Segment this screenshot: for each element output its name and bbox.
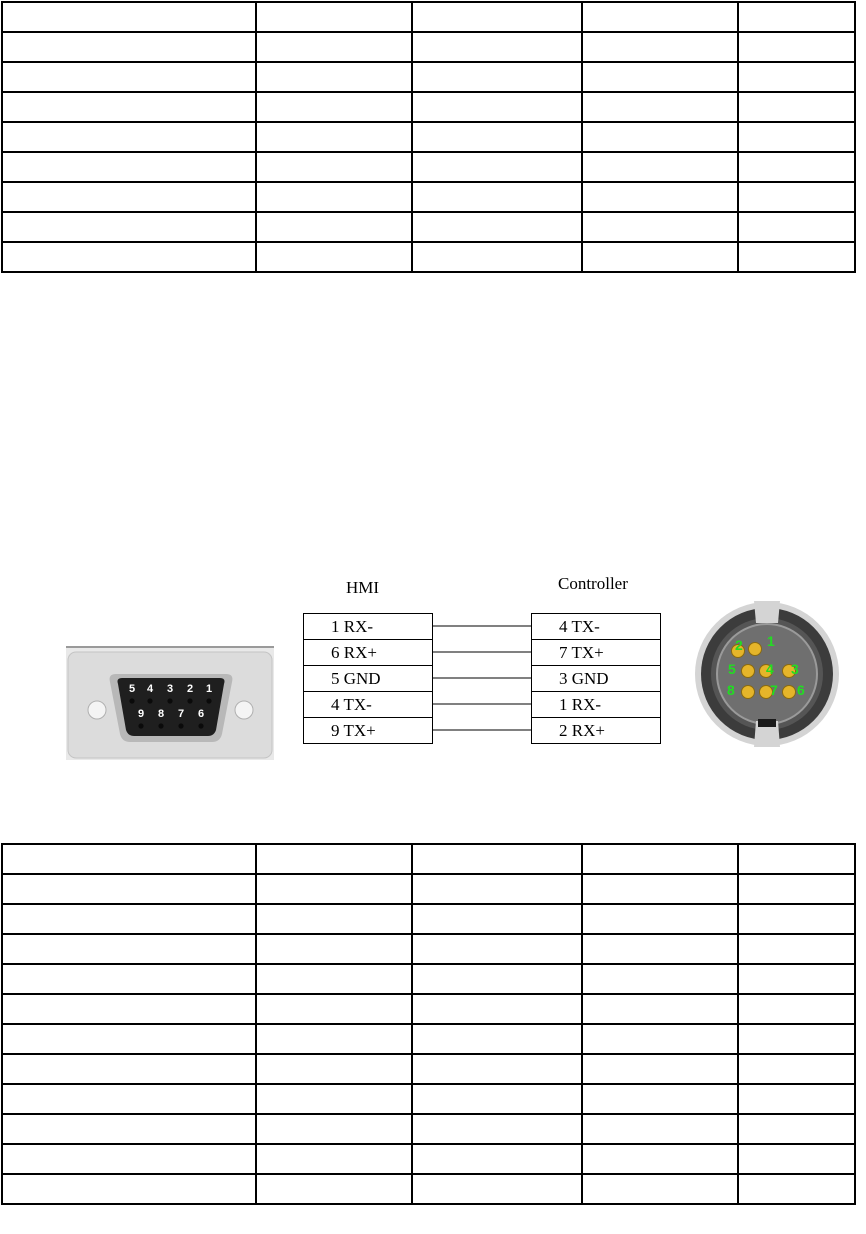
- hmi-pin-label: 4 TX-: [304, 692, 433, 718]
- top-table-row: [2, 122, 855, 152]
- top-table-cell: [582, 92, 738, 122]
- controller-pin-label: 4 TX-: [532, 614, 661, 640]
- bottom-table-cell: [256, 1084, 412, 1114]
- controller-pin-table: [531, 613, 661, 744]
- bottom-table-row: [2, 964, 855, 994]
- bottom-table-cell: [412, 1144, 582, 1174]
- bottom-table-cell: [2, 844, 256, 874]
- bottom-table-cell: [256, 934, 412, 964]
- top-table-cell: [412, 2, 582, 32]
- top-table-row: [2, 92, 855, 122]
- controller-title: Controller: [558, 574, 628, 593]
- hmi-pin-label: 1 RX-: [304, 614, 433, 640]
- db9-pin-number: 8: [157, 708, 165, 720]
- bottom-table-cell: [738, 964, 855, 994]
- hmi-pin-label: 6 RX+: [304, 640, 433, 666]
- bottom-table: [1, 843, 856, 1205]
- bottom-table-row: [2, 1174, 855, 1204]
- din8-connector-image: [694, 601, 840, 747]
- bottom-table-cell: [256, 994, 412, 1024]
- bottom-table-row: [2, 1054, 855, 1084]
- bottom-table-cell: [738, 994, 855, 1024]
- top-table-cell: [582, 2, 738, 32]
- din-pin: [742, 686, 755, 699]
- bottom-table-cell: [738, 1024, 855, 1054]
- top-table-cell: [2, 152, 256, 182]
- din-pin-number: 1: [767, 633, 775, 649]
- top-table-row: [2, 242, 855, 272]
- bottom-table-cell: [2, 1054, 256, 1084]
- din-pin-number: 4: [766, 661, 774, 677]
- din-pin-number: 6: [797, 682, 805, 698]
- din-pin: [783, 686, 796, 699]
- bottom-table-cell: [2, 1084, 256, 1114]
- top-table-cell: [412, 182, 582, 212]
- bottom-table-row: [2, 1084, 855, 1114]
- bottom-table-cell: [582, 1054, 738, 1084]
- bottom-table-cell: [256, 1114, 412, 1144]
- top-table-cell: [738, 62, 855, 92]
- top-table-cell: [2, 122, 256, 152]
- top-table-cell: [2, 242, 256, 272]
- top-table-cell: [256, 62, 412, 92]
- top-table-cell: [412, 152, 582, 182]
- din-pin-number: 7: [770, 682, 778, 698]
- bottom-table-cell: [256, 1174, 412, 1204]
- bottom-table-cell: [582, 1084, 738, 1114]
- bottom-table-row: [2, 844, 855, 874]
- din-pin-number: 3: [791, 661, 799, 677]
- bottom-table-row: [2, 904, 855, 934]
- bottom-table-cell: [412, 1024, 582, 1054]
- controller-pin-label: 3 GND: [532, 666, 661, 692]
- din-pin: [749, 643, 762, 656]
- top-table-row: [2, 152, 855, 182]
- top-table-cell: [2, 2, 256, 32]
- din-pin-number: 8: [727, 682, 735, 698]
- bottom-table-cell: [2, 874, 256, 904]
- bottom-table-cell: [256, 1144, 412, 1174]
- top-table-row: [2, 2, 855, 32]
- top-table-cell: [738, 212, 855, 242]
- top-table-cell: [2, 32, 256, 62]
- db9-pin-number: 9: [137, 708, 145, 720]
- bottom-table-cell: [582, 904, 738, 934]
- db9-pin-hole: [138, 723, 143, 728]
- bottom-table-row: [2, 994, 855, 1024]
- din-pin: [742, 665, 755, 678]
- bottom-table-cell: [412, 964, 582, 994]
- hmi-pin-table: [303, 613, 433, 744]
- db9-pin-number: 4: [146, 683, 154, 695]
- bottom-table-cell: [412, 994, 582, 1024]
- top-table-cell: [582, 242, 738, 272]
- top-table-cell: [582, 62, 738, 92]
- db9-pin-number: 3: [166, 683, 174, 695]
- bottom-table-cell: [2, 934, 256, 964]
- bottom-table-cell: [738, 874, 855, 904]
- bottom-table-cell: [738, 904, 855, 934]
- bottom-table-cell: [738, 934, 855, 964]
- top-table-cell: [256, 242, 412, 272]
- bottom-table-cell: [2, 964, 256, 994]
- hmi-title: HMI: [346, 578, 380, 597]
- controller-pin-label: 2 RX+: [532, 718, 661, 744]
- top-table-cell: [412, 62, 582, 92]
- db9-pin-hole: [206, 698, 211, 703]
- db9-pin-number: 7: [177, 708, 185, 720]
- hmi-pin-label: 5 GND: [304, 666, 433, 692]
- top-table-row: [2, 62, 855, 92]
- db9-pin-number: 6: [197, 708, 205, 720]
- top-table-cell: [412, 242, 582, 272]
- bottom-table-body: [2, 844, 855, 1204]
- bottom-table-cell: [582, 874, 738, 904]
- bottom-table-cell: [256, 874, 412, 904]
- top-table-row: [2, 32, 855, 62]
- db9-pin-hole: [147, 698, 152, 703]
- top-table-cell: [582, 122, 738, 152]
- top-table-body: [2, 2, 855, 272]
- bottom-table-cell: [412, 874, 582, 904]
- top-table-cell: [738, 242, 855, 272]
- top-table: [1, 1, 856, 273]
- bottom-table-row: [2, 1144, 855, 1174]
- bottom-table-cell: [738, 844, 855, 874]
- top-table-cell: [738, 122, 855, 152]
- bottom-table-cell: [582, 1144, 738, 1174]
- db9-pin-hole: [178, 723, 183, 728]
- bottom-table-cell: [2, 1114, 256, 1144]
- top-table-cell: [582, 32, 738, 62]
- top-table-row: [2, 182, 855, 212]
- top-table-cell: [256, 92, 412, 122]
- top-table-cell: [2, 92, 256, 122]
- bottom-table-cell: [256, 964, 412, 994]
- top-table-cell: [738, 32, 855, 62]
- bottom-table-cell: [412, 934, 582, 964]
- bottom-table-cell: [412, 1174, 582, 1204]
- bottom-table-cell: [738, 1174, 855, 1204]
- bottom-table-cell: [256, 904, 412, 934]
- bottom-table-cell: [582, 1114, 738, 1144]
- bottom-table-cell: [256, 1024, 412, 1054]
- bottom-table-row: [2, 934, 855, 964]
- db9-pin-hole: [129, 698, 134, 703]
- bottom-table-cell: [582, 934, 738, 964]
- screw-left-icon: [88, 701, 106, 719]
- top-table-cell: [412, 212, 582, 242]
- bottom-table-cell: [412, 904, 582, 934]
- screw-right-icon: [235, 701, 253, 719]
- top-table-cell: [738, 152, 855, 182]
- bottom-table-cell: [2, 1174, 256, 1204]
- db9-connector-image: [66, 646, 274, 760]
- bottom-table-cell: [412, 1114, 582, 1144]
- top-table-cell: [412, 32, 582, 62]
- bottom-table-cell: [412, 844, 582, 874]
- db9-pin-number: 1: [205, 683, 213, 695]
- bottom-table-cell: [738, 1054, 855, 1084]
- bottom-table-cell: [2, 1144, 256, 1174]
- bottom-table-cell: [582, 1174, 738, 1204]
- top-table-cell: [412, 122, 582, 152]
- bottom-table-cell: [412, 1084, 582, 1114]
- top-table-cell: [256, 152, 412, 182]
- db9-pin-hole: [167, 698, 172, 703]
- db9-pin-number: 5: [128, 683, 136, 695]
- bottom-table-cell: [582, 844, 738, 874]
- top-table-cell: [738, 182, 855, 212]
- top-table-cell: [256, 182, 412, 212]
- bottom-table-cell: [738, 1084, 855, 1114]
- controller-pin-label: 1 RX-: [532, 692, 661, 718]
- bottom-table-cell: [412, 1054, 582, 1084]
- bottom-table-cell: [2, 994, 256, 1024]
- top-table-cell: [256, 2, 412, 32]
- top-table-cell: [738, 92, 855, 122]
- bottom-table-row: [2, 874, 855, 904]
- hmi-pin-label: 9 TX+: [304, 718, 433, 744]
- top-table-cell: [412, 92, 582, 122]
- top-table-cell: [256, 122, 412, 152]
- db9-pin-number: 2: [186, 683, 194, 695]
- db9-pin-hole: [187, 698, 192, 703]
- top-table-cell: [582, 152, 738, 182]
- bottom-table-cell: [582, 964, 738, 994]
- top-table-cell: [2, 182, 256, 212]
- bottom-table-cell: [738, 1114, 855, 1144]
- top-table-cell: [738, 2, 855, 32]
- wiring-lines: [433, 613, 531, 743]
- bottom-table-cell: [256, 844, 412, 874]
- top-table-cell: [256, 212, 412, 242]
- top-table-cell: [256, 32, 412, 62]
- bottom-table-cell: [2, 1024, 256, 1054]
- db9-pin-hole: [198, 723, 203, 728]
- top-table-row: [2, 212, 855, 242]
- bottom-table-cell: [2, 904, 256, 934]
- bottom-table-cell: [582, 994, 738, 1024]
- bottom-table-cell: [256, 1054, 412, 1084]
- bottom-table-cell: [582, 1024, 738, 1054]
- bottom-table-row: [2, 1024, 855, 1054]
- top-table-cell: [2, 62, 256, 92]
- controller-pin-label: 7 TX+: [532, 640, 661, 666]
- top-table-cell: [2, 212, 256, 242]
- din-pin-number: 5: [728, 661, 736, 677]
- bottom-table-cell: [738, 1144, 855, 1174]
- db9-pin-hole: [158, 723, 163, 728]
- din-pin-number: 2: [735, 637, 743, 653]
- bottom-table-row: [2, 1114, 855, 1144]
- top-table-cell: [582, 182, 738, 212]
- top-table-cell: [582, 212, 738, 242]
